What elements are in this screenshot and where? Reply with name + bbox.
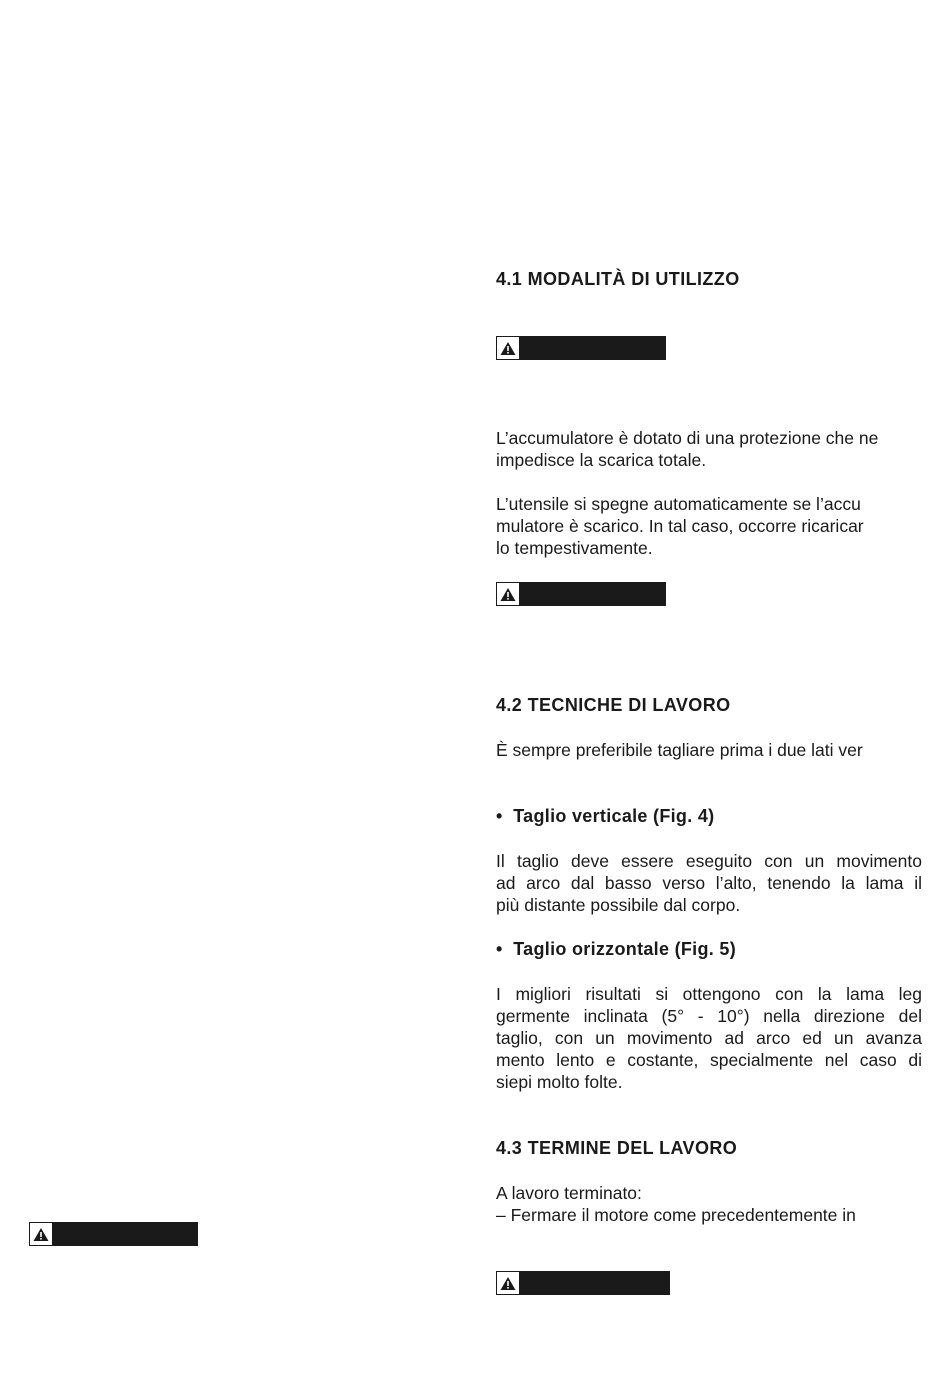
warning-label: [29, 1222, 198, 1246]
paragraph-auto-shutdown: [496, 493, 926, 559]
text-line: Il taglio deve essere eseguito con un movimento: [496, 851, 922, 871]
text-line: impedisce la scarica totale.: [496, 450, 707, 470]
bullet-horizontal-cut: [496, 939, 736, 960]
warning-triangle-icon: [496, 336, 520, 360]
warning-label: [496, 582, 666, 606]
section-heading-4-3: 4.3 TERMINE DEL LAVORO: [496, 1138, 738, 1158]
text-line: più distante possibile dal corpo.: [496, 895, 741, 915]
section-heading-4-2: 4.2 TECNICHE DI LAVORO: [496, 695, 731, 715]
paragraph-battery-protection: [496, 427, 926, 471]
text-line: lo tempestivamente.: [496, 538, 653, 558]
text-line: germente inclinata (5° - 10°) nella direzione del: [496, 1006, 922, 1026]
bullet-marker: •: [496, 939, 503, 959]
text-line: ad arco dal basso verso l’alto, tenendo la lama il: [496, 873, 922, 893]
paragraph-end-of-work: [496, 1182, 926, 1226]
list-item: – Fermare il motore come precedentemente in: [496, 1205, 856, 1225]
paragraph-horizontal-cut: [496, 983, 922, 1093]
bullet-vertical-cut: [496, 806, 714, 827]
text-line: taglio, con un movimento ad arco ed un avanza: [496, 1028, 922, 1048]
paragraph-vertical-cut: [496, 850, 922, 916]
text-line: L’utensile si spegne automaticamente se l’accu: [496, 494, 861, 514]
section-heading-4-1: 4.1 MODALITÀ DI UTILIZZO: [496, 269, 740, 289]
warning-label: [496, 336, 666, 360]
text-line: mulatore è scarico. In tal caso, occorre ricaricar: [496, 516, 864, 536]
text-line: È sempre preferibile tagliare prima i due lati ver: [496, 740, 863, 760]
warning-triangle-icon: [496, 1271, 520, 1295]
bullet-title: Taglio orizzontale (Fig. 5): [513, 939, 736, 959]
text-line: A lavoro terminato:: [496, 1183, 642, 1203]
paragraph-intro: [496, 739, 926, 761]
warning-label: [496, 1271, 670, 1295]
bullet-marker: •: [496, 806, 503, 826]
bullet-title: Taglio verticale (Fig. 4): [513, 806, 715, 826]
text-line: L’accumulatore è dotato di una protezione che ne: [496, 428, 879, 448]
warning-triangle-icon: [496, 582, 520, 606]
text-line: mento lento e costante, specialmente nel caso di: [496, 1050, 922, 1070]
text-line: siepi molto folte.: [496, 1072, 623, 1092]
warning-triangle-icon: [29, 1222, 53, 1246]
text-line: I migliori risultati si ottengono con la lama leg: [496, 984, 922, 1004]
